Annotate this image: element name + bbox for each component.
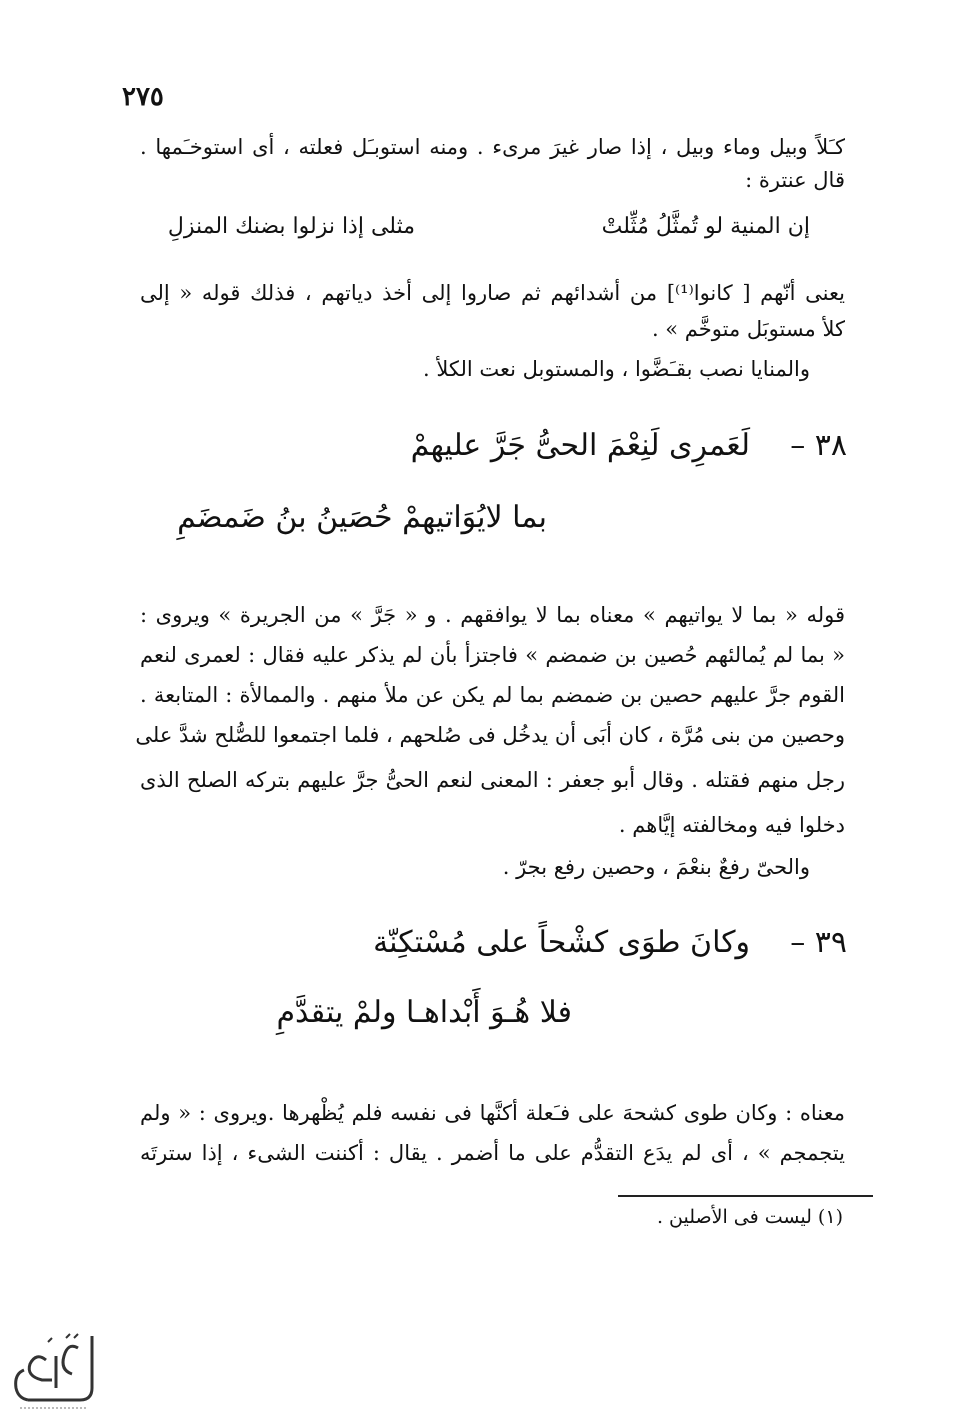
text-line: كلأ مستوبَل متوخَّم » .: [651, 317, 845, 341]
footnote: (١) ليست فى الأصلين .: [656, 1206, 843, 1228]
text-line: قال عنترة :: [745, 168, 845, 192]
page-number: ٢٧٥: [122, 82, 164, 112]
text-line: معناه : وكان طوى كشحهَ على فـَعلة أكنَّها فى نفسه فلم يُظْهرها .ويروى : « ولم: [140, 1101, 845, 1125]
quote-verse-right: إن المنية لو تُمثَّلُ مُثِّلتْ: [601, 214, 810, 239]
text-line: كـَلاً وبيل وماء وبيل ، إذا صار غيرَ مرىء . ومنه استوبـَل فعلته ، أى استوخـَمها .: [140, 135, 845, 159]
text-line: يتجمجم » ، أى لم يدَع التقدُّم على ما أضمر . يقال : أكننت الشىء ، إذا سترتَه: [140, 1141, 845, 1165]
verse-line: وكانَ طوَى كشْحاً على مُسْتكِنّة: [373, 925, 750, 960]
verse-number: ٣٨ –: [790, 428, 847, 463]
text-line: دخلوا فيه ومخالفته إيَّاهم .: [618, 813, 845, 837]
text-line: والحىّ رفعٌ بنعْمَ ، وحصين رفع بجرّ .: [502, 855, 810, 879]
verse-line: لَعَمرِى لَنِعْمَ الحىُّ جَرَّ عليهمْ: [410, 428, 750, 463]
text-line: رجل منهم فقتله . وقال أبو جعفر : المعنى لنعم الحىُّ جرَّ عليهم بتركه الصلح الذى: [140, 768, 845, 792]
quote-verse-left: مثلى إذا نزلوا بضنك المنزلِ: [167, 214, 415, 239]
text-line: القوم جرَّ عليهم حصين بن ضمضم بما لم يكن عن ملأ منهم . والممالأة : المتابعة .: [140, 683, 845, 707]
footnote-separator: [618, 1195, 873, 1197]
text-line: « بما لم يُمالئهم حُصين بن ضمضم » فاجتزأ بأن لم يذكر عليه فقال : لعمرى لنعم: [140, 643, 845, 667]
text-line: وحصين من بنى مُرَّة ، كان أبَى أن يدخُل فى صُلحهم ، فلما اجتمعوا للصُّلح شدَّ على: [135, 723, 845, 747]
calligraphy-stamp: [8, 1330, 100, 1414]
text-line: قوله « بما لا يواتيهم » معناه بما لا يوافقهم . و « جَرَّ » من الجريرة » ويروى :: [140, 603, 845, 627]
verse-number: ٣٩ –: [790, 925, 847, 960]
verse-line: فلا هُـوَ أَبْداهـا ولمْ يتقدَّمِ: [276, 995, 572, 1030]
text-line: والمنايا نصب بقـَضَّوا ، والمستوبل نعت الكلأ .: [422, 357, 810, 381]
text-line: يعنى أنّهم [ كانوا⁽¹⁾] من أشدائهم ثم صاروا إلى أخذ دياتهم ، فذلك قوله « إلى: [140, 281, 845, 305]
verse-line: بما لايُوَاتيهمْ حُصَينُ بنُ ضَمضَمِ: [177, 500, 547, 535]
